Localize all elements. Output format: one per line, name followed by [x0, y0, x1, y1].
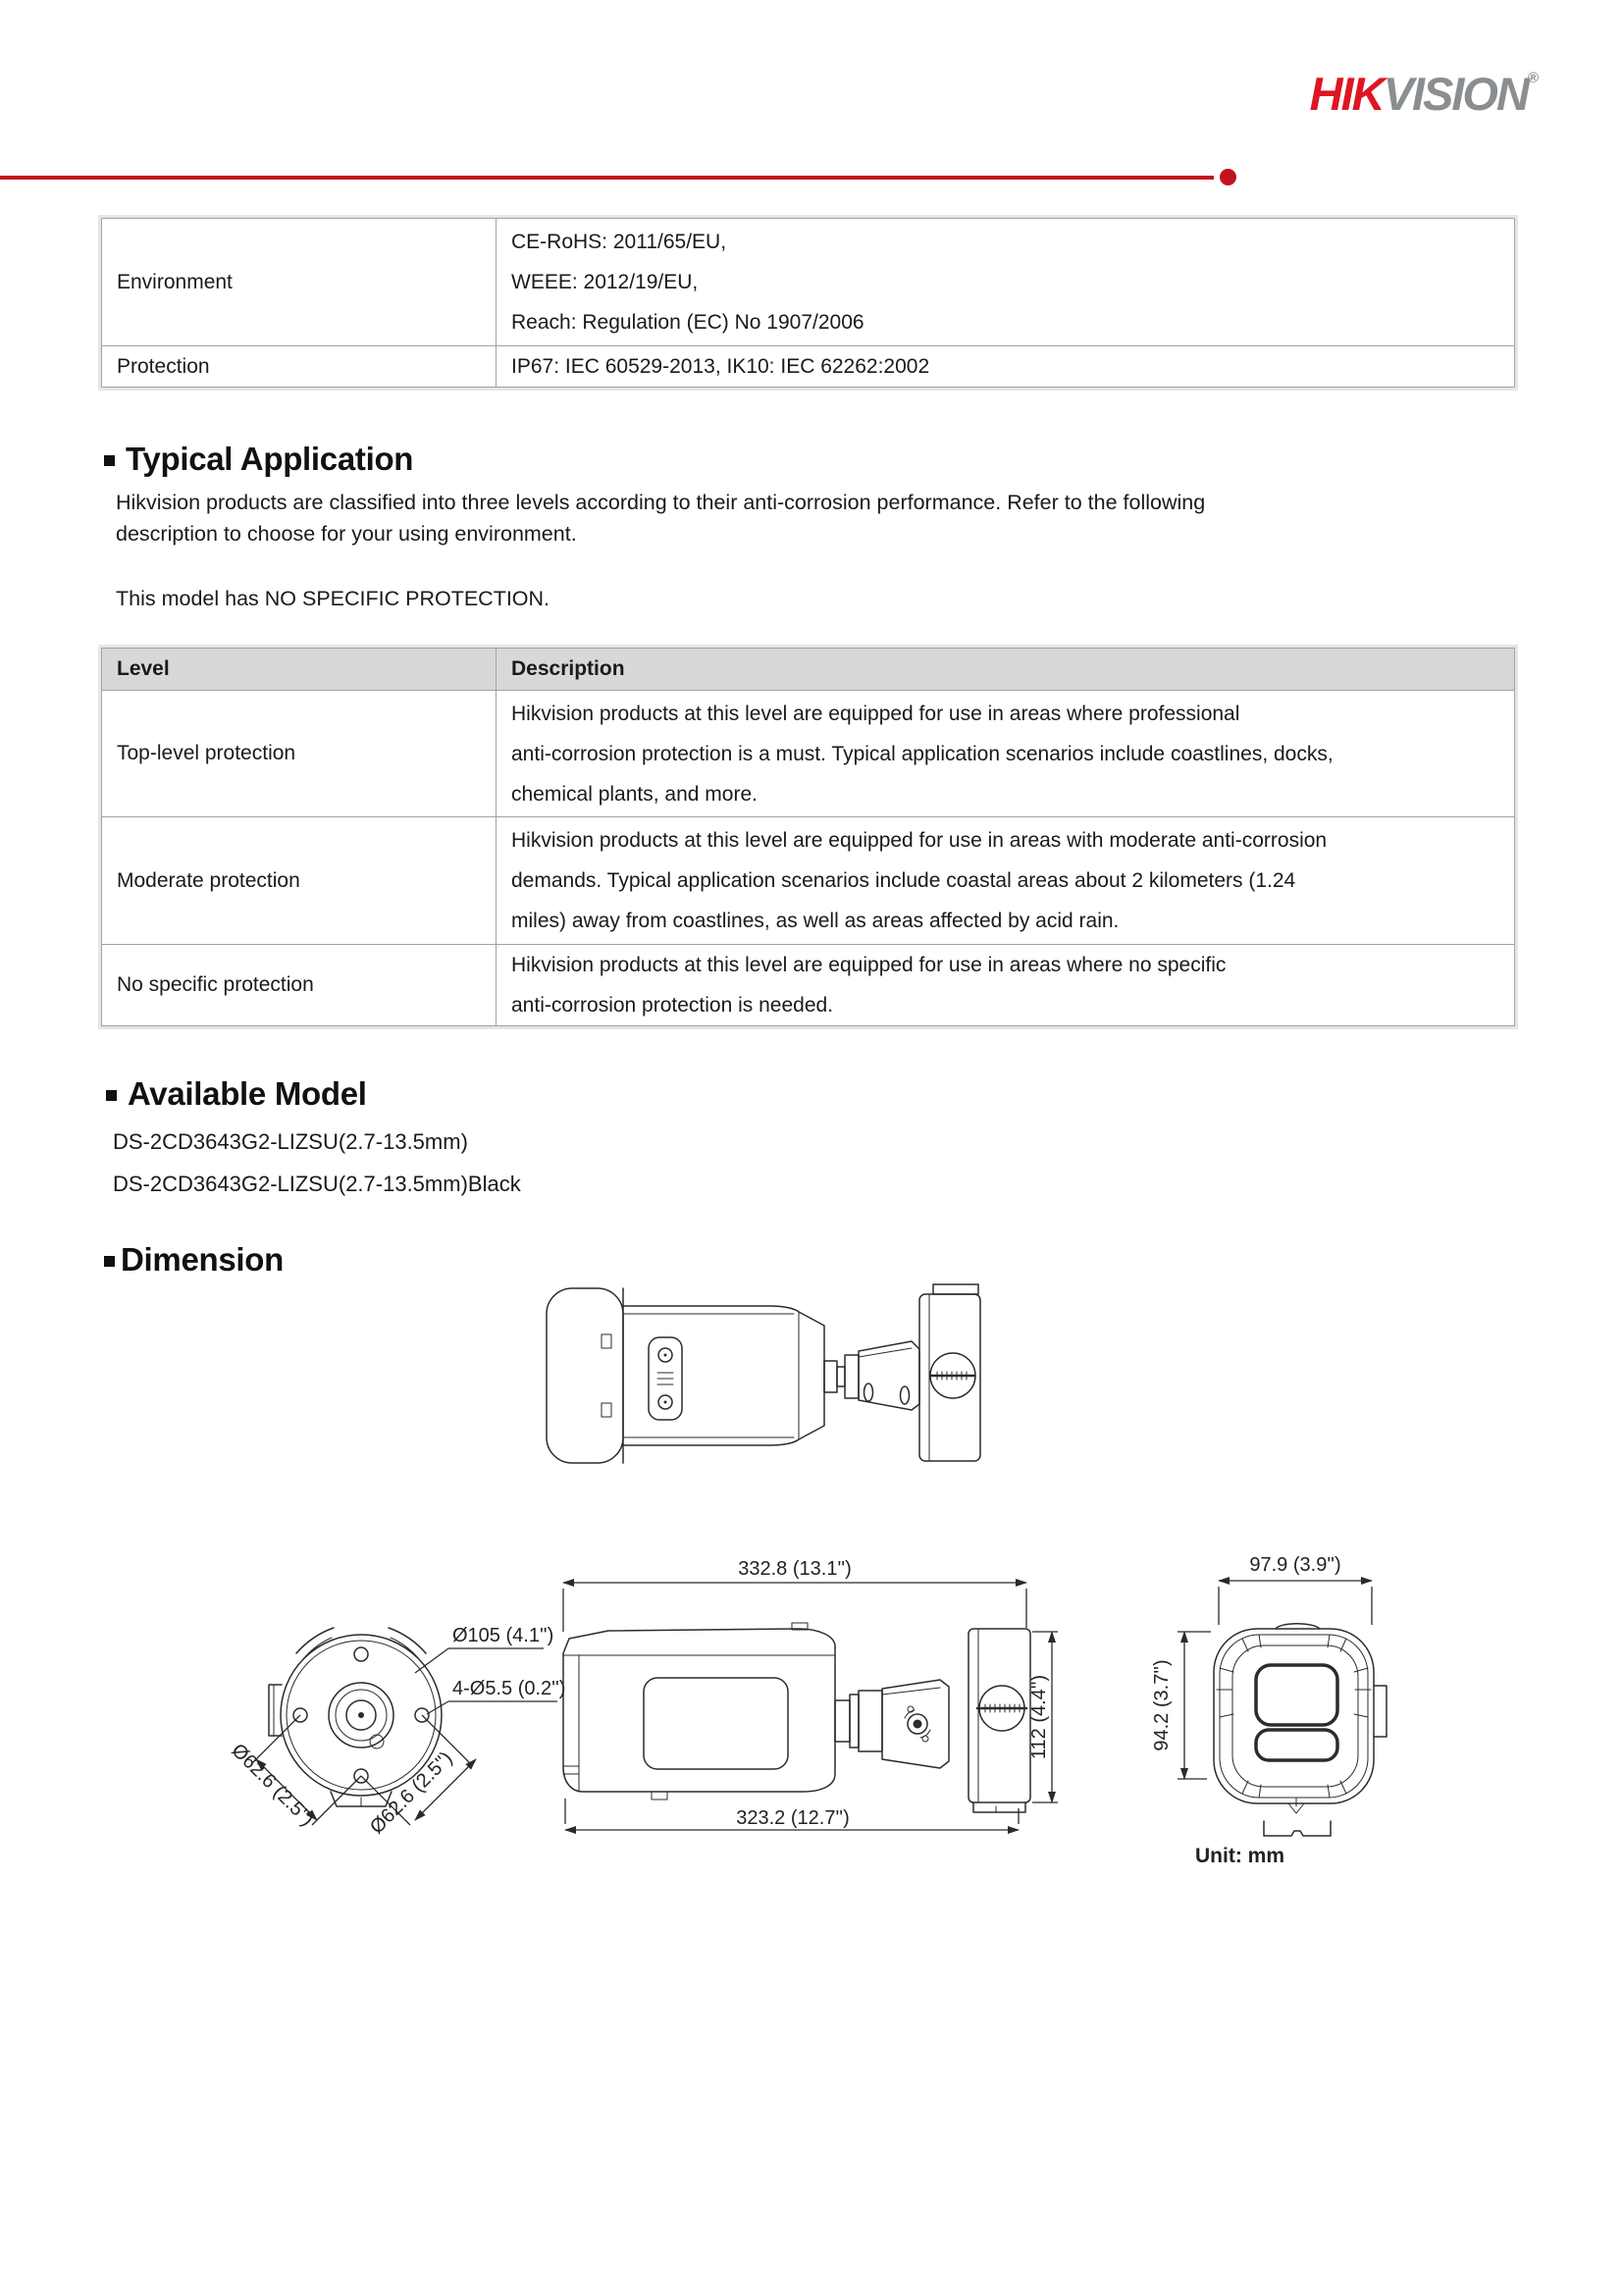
mount-plate-side-outline: [969, 1629, 1030, 1812]
value-line: WEEE: 2012/19/EU,: [511, 271, 699, 293]
unit-label: Unit: mm: [1195, 1845, 1284, 1867]
logo-registered-icon: ®: [1527, 70, 1539, 86]
hikvision-logo: [1310, 67, 1539, 121]
dim-bracket-height-label: 112 (4.4''): [1028, 1674, 1050, 1760]
section-available-model: [106, 1076, 367, 1112]
camera-back-view-drawing: [177, 1555, 569, 1869]
table-row: [102, 346, 1515, 388]
dim-width-label: 97.9 (3.9''): [1249, 1554, 1341, 1576]
row-value: [497, 945, 1515, 1026]
intro-line: Hikvision products are classified into three levels according to their anti-corrosion performance. Refer to the following: [116, 491, 1206, 514]
camera-top-view-drawing: [543, 1282, 984, 1469]
model-name: DS-2CD3643G2-LIZSU(2.7-13.5mm): [113, 1129, 468, 1154]
section-title: Typical Application: [126, 441, 414, 477]
section-bullet-icon: [104, 1256, 115, 1267]
header-rule-dot: [1220, 169, 1236, 185]
column-header-level: Level: [102, 649, 497, 691]
section-title: Dimension: [121, 1241, 284, 1278]
value-line: IP67: IEC 60529-2013, IK10: IEC 62262:2002: [511, 355, 930, 378]
row-label: Environment: [102, 219, 497, 346]
logo-hik: HIK: [1309, 68, 1384, 120]
dim-top-length-label: 332.8 (13.1''): [738, 1558, 852, 1580]
camera-side-view-drawing: [550, 1545, 1070, 1840]
section-title: Available Model: [128, 1075, 367, 1112]
note-line: This model has NO SPECIFIC PROTECTION.: [116, 587, 550, 610]
value-line: anti-corrosion protection is a must. Typical application scenarios include coastlines, docks,: [511, 742, 1334, 765]
value-line: chemical plants, and more.: [511, 782, 758, 806]
dim-height-label: 94.2 (3.7''): [1151, 1659, 1173, 1751]
row-label: Top-level protection: [102, 691, 497, 817]
model-name: DS-2CD3643G2-LIZSU(2.7-13.5mm)Black: [113, 1172, 521, 1196]
row-label: Moderate protection: [102, 817, 497, 945]
value-line: Hikvision products at this level are equipped for use in areas with moderate anti-corrosion: [511, 829, 1328, 852]
mount-plate-outline: [919, 1284, 980, 1461]
typical-application-note: [116, 583, 550, 614]
row-label: Protection: [102, 346, 497, 388]
value-line: Hikvision products at this level are equipped for use in areas where no specific: [511, 954, 1227, 976]
dim-bottom-length-label: 323.2 (12.7''): [736, 1807, 850, 1829]
header-rule: [0, 176, 1214, 180]
compliance-table: [101, 218, 1515, 388]
table-header-row: [102, 649, 1515, 691]
row-label: No specific protection: [102, 945, 497, 1026]
column-header-description: Description: [497, 649, 1515, 691]
table-row: [102, 945, 1515, 1026]
table-row: [102, 817, 1515, 945]
row-value: [497, 817, 1515, 945]
value-line: Hikvision products at this level are equipped for use in areas where professional: [511, 702, 1240, 725]
value-line: demands. Typical application scenarios include coastal areas about 2 kilometers (1.24: [511, 869, 1296, 892]
section-dimension: [104, 1242, 284, 1278]
protection-level-table: [101, 648, 1515, 1026]
model-list: [113, 1121, 521, 1205]
dim-screw-holes-label: 4-Ø5.5 (0.2''): [452, 1678, 566, 1699]
dim-outer-diameter-label: Ø105 (4.1''): [452, 1625, 554, 1646]
row-value: [497, 219, 1515, 346]
camera-front-outline: [1214, 1624, 1387, 1836]
row-value: [497, 691, 1515, 817]
bracket-arm-outline: [824, 1341, 919, 1410]
camera-front-view-drawing: [1119, 1540, 1413, 1874]
bracket-arm-side-outline: [835, 1680, 949, 1768]
logo-vision: VISION: [1383, 68, 1528, 120]
bezel-segment-ticks: [1217, 1635, 1371, 1798]
section-bullet-icon: [104, 455, 115, 466]
typical-application-intro: [116, 487, 1205, 549]
intro-line: description to choose for your using environment.: [116, 522, 577, 546]
dim-diagonal-right-label: Ø62.6 (2.5''): [365, 1748, 457, 1839]
camera-body-side-outline: [563, 1623, 835, 1800]
table-row: [102, 219, 1515, 346]
camera-body-outline: [547, 1288, 824, 1463]
value-line: Reach: Regulation (EC) No 1907/2006: [511, 311, 864, 334]
value-line: CE-RoHS: 2011/65/EU,: [511, 231, 727, 253]
dim-diagonal-left-label: Ø62.6 (2.5''): [227, 1739, 318, 1831]
back-view-dimensions: [227, 1625, 565, 1839]
value-line: anti-corrosion protection is needed.: [511, 994, 834, 1017]
section-bullet-icon: [106, 1090, 117, 1101]
table-row: [102, 691, 1515, 817]
section-typical-application: [104, 442, 413, 477]
value-line: miles) away from coastlines, as well as areas affected by acid rain.: [511, 910, 1120, 932]
row-value: [497, 346, 1515, 388]
